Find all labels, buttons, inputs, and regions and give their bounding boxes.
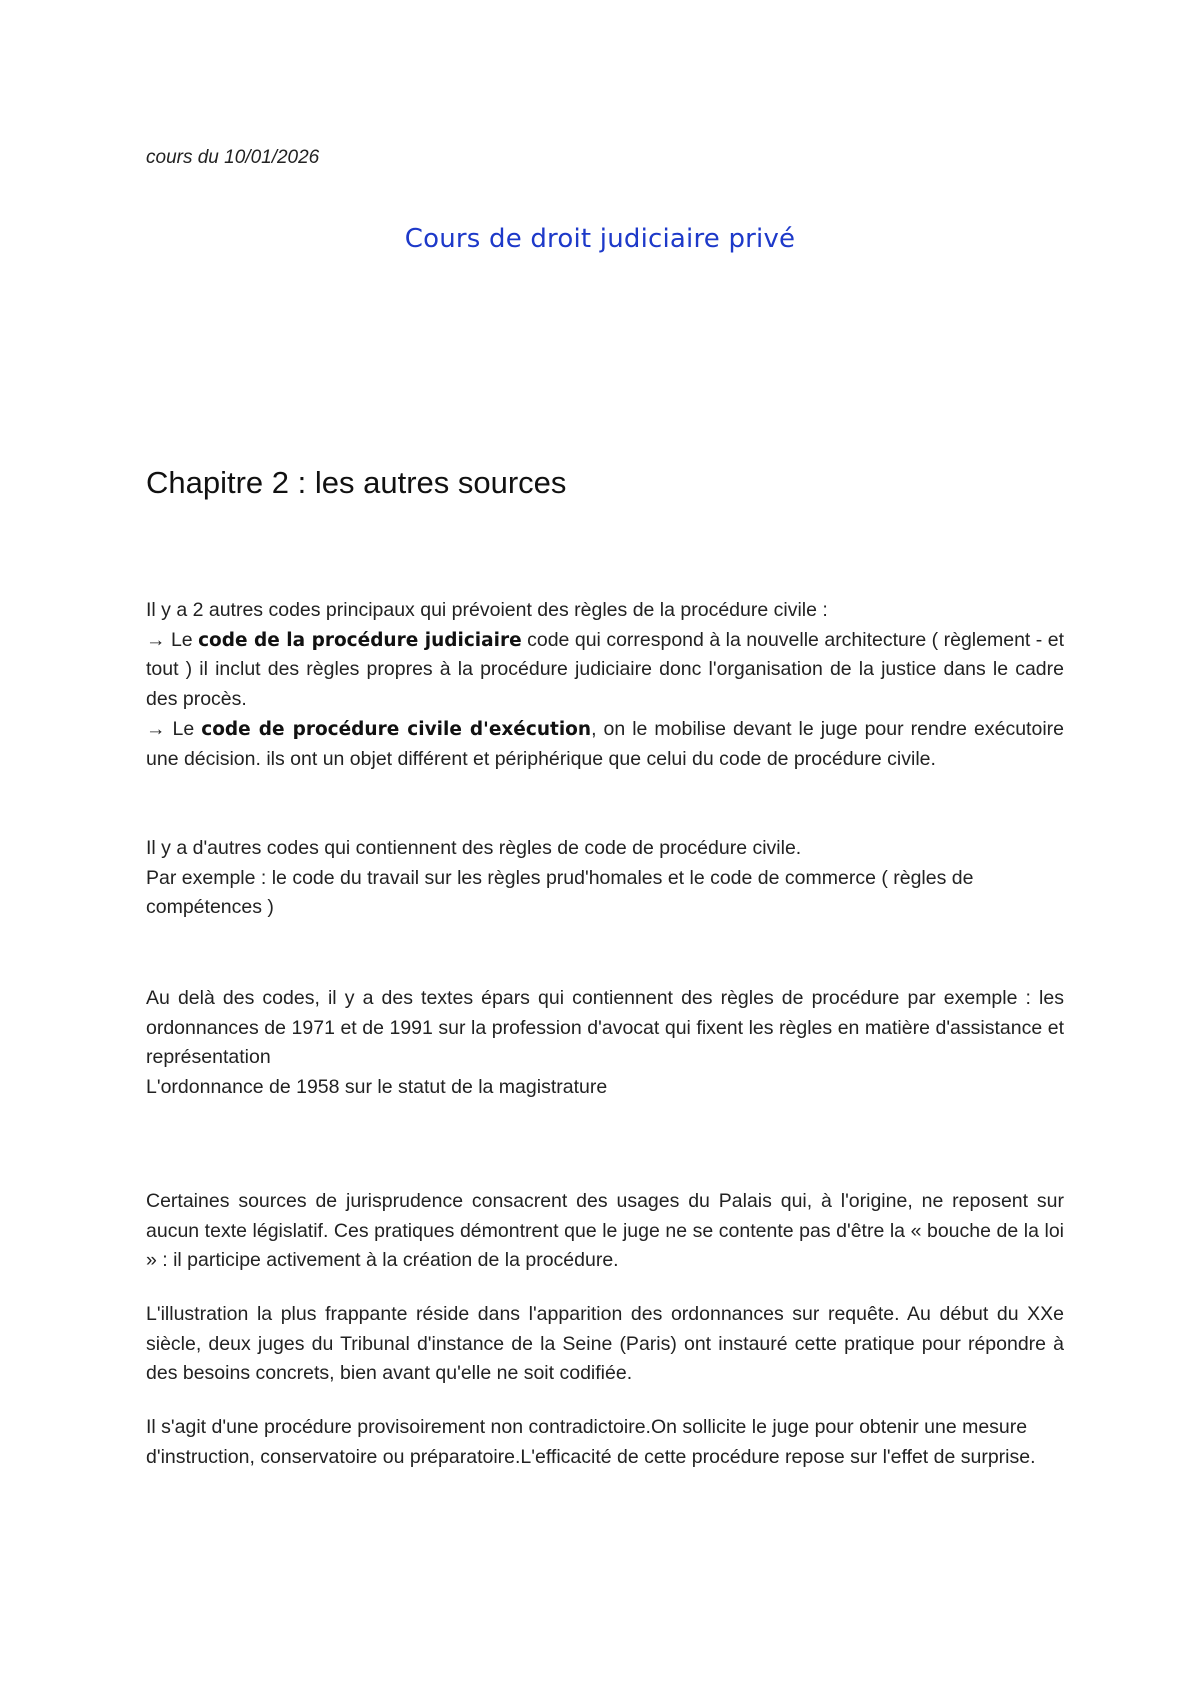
- other-codes-paragraph: Il y a d'autres codes qui contiennent des règles de code de procédure civile.: [146, 837, 802, 859]
- textes-epars-paragraph: Au delà des codes, il y a des textes épars qui contiennent des règles de procédure par exemple : les ordonnances de 1971 et de 1991 sur la profession d'avocat qui fixent les règles en matière d'assistance et représentation: [146, 987, 1064, 1069]
- other-codes-section: [146, 834, 1064, 923]
- list-item-text: code qui correspond à la nouvelle architecture ( règlement - et tout ) il inclut des règles propres à la procédure judiciaire donc l'organisation de la justice dans le cadre des procès.: [146, 628, 1064, 711]
- illustration-paragraph: L'illustration la plus frappante réside dans l'apparition des ordonnances sur requête. Au début du XXe siècle, deux juges du Tribunal d'instance de la Seine (Paris) ont instauré cette pratique pour répondre à des besoins concrets, bien avant qu'elle ne soit codifiée.: [146, 1303, 1064, 1385]
- document-title: Cours de droit judiciaire privé: [404, 224, 796, 254]
- list-item-text: , on le mobilise devant le juge pour rendre exécutoire une décision. ils ont un objet différent et périphérique que celui du code de procédure civile.: [146, 717, 1064, 770]
- list-item-code-procedure-judiciaire: [146, 626, 1064, 715]
- ordonnance-1958-paragraph: L'ordonnance de 1958 sur le statut de la magistrature: [146, 1076, 608, 1099]
- bold-term-code-procedure-judiciaire: code de la procédure judiciaire: [198, 629, 522, 651]
- jurisprudence-section: [146, 1187, 1064, 1276]
- course-date: cours du 10/01/2026: [146, 147, 320, 168]
- procedure-section: [146, 1413, 1064, 1472]
- codes-section: [146, 596, 1064, 774]
- list-item-code-procedure-civile-execution: [146, 715, 1064, 774]
- illustration-section: [146, 1300, 1064, 1389]
- procedure-paragraph: Il s'agit d'une procédure provisoirement non contradictoire.On sollicite le juge pour obtenir une mesure d'instruction, conservatoire ou préparatoire.L'efficacité de cette procédure repose sur l'effet de surprise.: [146, 1416, 1036, 1468]
- example-paragraph: Par exemple : le code du travail sur les règles prud'homales et le code de commerce ( règles de compétences ): [146, 866, 974, 919]
- list-item-prefix: → Le: [146, 717, 202, 740]
- chapter-heading: Chapitre 2 : les autres sources: [146, 465, 567, 500]
- bold-term-code-procedure-civile-execution: code de procédure civile d'exécution: [201, 718, 592, 740]
- codes-intro: Il y a 2 autres codes principaux qui prévoient des règles de la procédure civile :: [146, 599, 828, 621]
- jurisprudence-paragraph: Certaines sources de jurisprudence consacrent des usages du Palais qui, à l'origine, ne reposent sur aucun texte législatif. Ces pratiques démontrent que le juge ne se contente pas d'être la « bouche de la loi » : il participe activement à la création de la procédure.: [146, 1190, 1064, 1272]
- textes-epars-section: [146, 984, 1064, 1103]
- list-item-prefix: → Le: [146, 628, 199, 651]
